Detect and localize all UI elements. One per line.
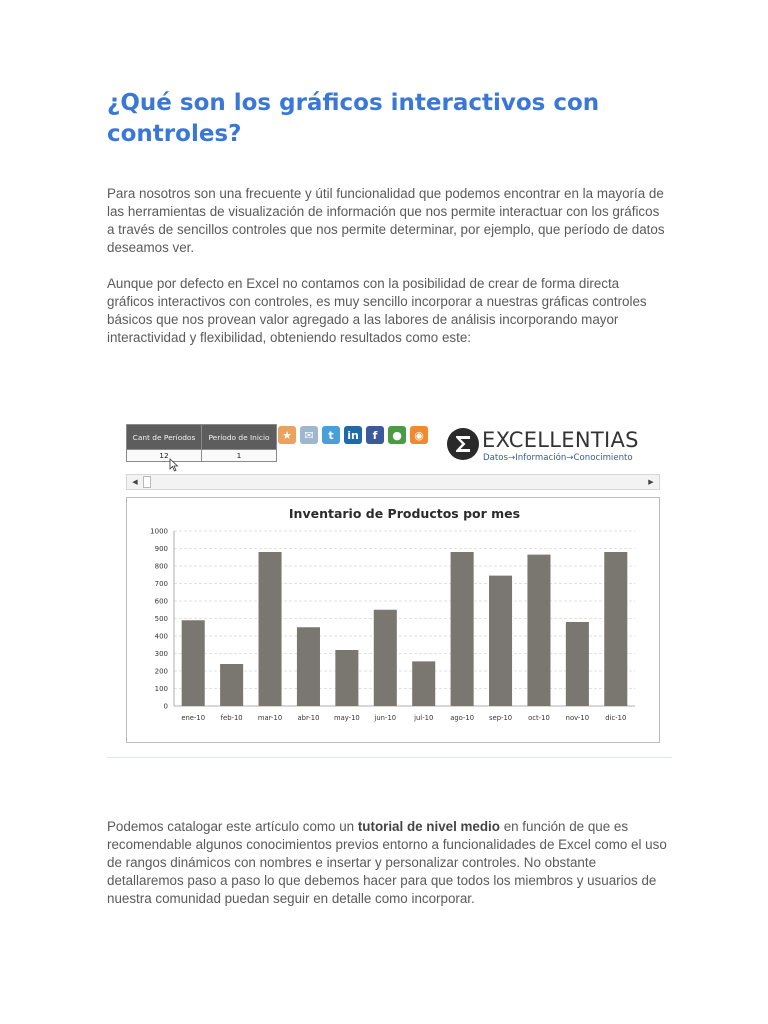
periods-count-header: Cant de Períodos	[127, 425, 202, 450]
y-tick-label: 300	[154, 650, 168, 658]
chat-icon[interactable]: ●	[388, 426, 406, 444]
brand-name: EXCELLENTIAS	[482, 428, 639, 452]
bar-may-10	[335, 650, 358, 706]
y-tick-label: 800	[154, 562, 168, 571]
y-tick-label: 0	[163, 702, 168, 711]
x-tick-label: feb-10	[220, 714, 243, 722]
mouse-cursor-icon	[169, 458, 179, 472]
x-tick-label: sep-10	[488, 714, 513, 722]
scroll-thumb[interactable]	[143, 476, 151, 488]
x-tick-label: nov-10	[565, 714, 590, 722]
x-tick-label: abr-10	[297, 714, 320, 722]
bar-ago-10	[451, 552, 474, 706]
bar-dic-10	[604, 552, 627, 706]
facebook-icon[interactable]: f	[366, 426, 384, 444]
y-tick-label: 600	[154, 597, 168, 606]
social-share-bar	[278, 426, 428, 444]
x-tick-label: ene-10	[181, 714, 206, 722]
x-tick-label: jul-10	[414, 714, 434, 722]
y-tick-label: 1000	[150, 527, 168, 536]
bar-mar-10	[259, 552, 282, 706]
y-tick-label: 400	[154, 632, 168, 641]
linkedin-icon[interactable]: in	[344, 426, 362, 444]
x-tick-label: may-10	[333, 714, 360, 722]
bar-chart	[127, 498, 659, 742]
intro-paragraph: Para nosotros son una frecuente y útil funcionalidad que podemos encontrar en la mayoría de las herramientas de visualización de información que nos permite interactuar con los gráficos a través de sencillos controles que nos permite determinar, por ejemplo, que período de datos deseamos ver.	[107, 186, 665, 255]
bar-jun-10	[374, 610, 397, 706]
bar-abr-10	[297, 627, 320, 706]
y-tick-label: 200	[154, 667, 168, 676]
x-tick-label: ago-10	[450, 714, 475, 722]
excel-dashboard	[126, 420, 660, 744]
y-tick-label: 900	[154, 545, 168, 553]
y-tick-label: 700	[154, 580, 168, 588]
twitter-icon[interactable]: t	[322, 426, 340, 444]
bar-sep-10	[489, 576, 512, 706]
bar-ene-10	[182, 620, 205, 706]
brand-logo	[446, 425, 660, 465]
start-period-header: Período de Inicio	[202, 425, 277, 450]
level-text-before: Podemos catalogar este artículo como un	[107, 819, 358, 834]
x-tick-label: jun-10	[374, 714, 397, 722]
y-tick-label: 100	[154, 685, 168, 693]
control-table	[126, 424, 277, 462]
bookmark-icon[interactable]: ★	[278, 426, 296, 444]
sigma-logo-icon	[446, 427, 480, 461]
bar-feb-10	[220, 664, 243, 706]
periods-count-cell[interactable]: 12	[127, 450, 202, 462]
x-tick-label: oct-10	[528, 714, 550, 722]
scroll-left-arrow-icon[interactable]: ◀	[132, 478, 138, 486]
excel-paragraph: Aunque por defecto en Excel no contamos con la posibilidad de crear de forma directa gráficos interactivos con controles, es muy sencillo incorporar a nuestras gráficas controles básicos que nos provean valor agregado a las labores de análisis incorporando mayor interactividad y flexibilidad, obteniendo resultados como este:	[107, 276, 647, 345]
period-scrollbar[interactable]	[126, 474, 660, 490]
x-tick-label: dic-10	[605, 714, 627, 722]
bar-oct-10	[527, 555, 550, 706]
level-paragraph	[107, 818, 667, 908]
x-tick-label: mar-10	[257, 714, 283, 722]
level-emphasis: tutorial de nivel medio	[357, 819, 500, 834]
chart-container	[126, 497, 660, 743]
level-text-after: en función de que es recomendable algunos conocimientos previos entorno a funcionalidades de Excel como el uso de rangos dinámicos con nombres e insertar y personalizar controles. No obstante detallaremos paso a paso lo que debemos hacer para que todos los miembros y usuarios de nuestra comunidad puedan seguir en detalle como incorporar.	[107, 819, 667, 906]
rss-icon[interactable]: ◉	[410, 426, 428, 444]
start-period-cell[interactable]: 1	[202, 450, 277, 462]
chart-title: Inventario de Productos por mes	[288, 506, 521, 521]
page-title: ¿Qué son los gráficos interactivos con controles?	[107, 90, 600, 147]
email-icon[interactable]: ✉	[300, 426, 318, 444]
bar-nov-10	[566, 622, 589, 706]
bar-jul-10	[412, 661, 435, 706]
y-tick-label: 500	[154, 615, 168, 623]
section-divider	[107, 757, 672, 758]
brand-tagline: Datos→Información→Conocimiento	[483, 453, 633, 463]
scroll-right-arrow-icon[interactable]: ▶	[648, 478, 654, 486]
